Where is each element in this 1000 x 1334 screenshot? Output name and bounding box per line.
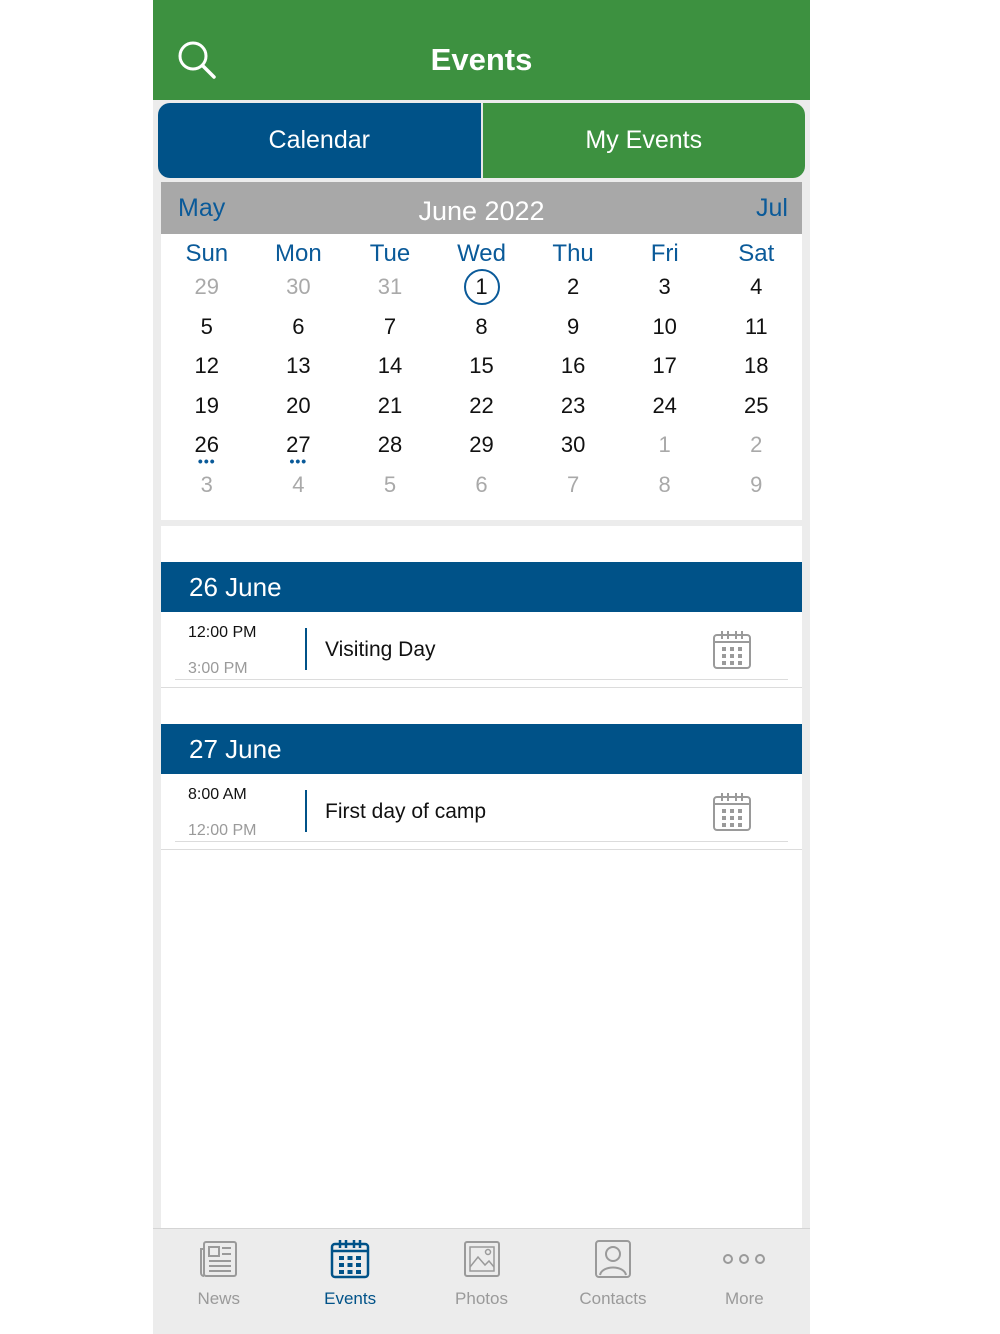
segmented-control — [158, 103, 805, 178]
calendar-day[interactable]: 3 — [200, 471, 213, 497]
calendar-day[interactable]: 28 — [377, 432, 403, 458]
calendar-day-has-events[interactable]: 27 ••• — [253, 426, 345, 466]
calendar-day[interactable]: 22 — [469, 392, 494, 418]
calendar-day[interactable]: 13 — [286, 353, 311, 379]
app-header — [153, 0, 810, 100]
calendar-day[interactable]: 9 — [750, 471, 763, 497]
next-month-button[interactable]: Jul — [756, 194, 788, 222]
event-indicator-dots: ••• — [289, 453, 308, 470]
calendar-day[interactable]: 30 — [560, 432, 586, 458]
event-day-header: 26 June — [161, 562, 802, 612]
calendar-day-has-events[interactable]: 26 ••• — [161, 426, 253, 466]
calendar-week — [161, 308, 802, 348]
calendar-day[interactable]: 18 — [744, 353, 769, 379]
calendar-icon — [330, 1239, 370, 1279]
calendar-day[interactable]: 3 — [658, 274, 671, 299]
calendar-day[interactable]: 7 — [566, 471, 580, 497]
month-navigation — [161, 182, 802, 234]
calendar-day[interactable]: 1 — [658, 432, 671, 458]
event-end-time: 3:00 PM — [188, 660, 248, 677]
calendar-day[interactable]: 15 — [469, 353, 494, 379]
calendar-day[interactable]: 9 — [566, 313, 580, 339]
page-title: Events — [430, 42, 533, 77]
newspaper-icon — [199, 1239, 239, 1279]
calendar-day[interactable]: 29 — [469, 432, 494, 458]
event-title: Visiting Day — [325, 638, 436, 661]
more-dots-icon — [720, 1239, 768, 1279]
calendar-day[interactable]: 16 — [560, 353, 586, 379]
tab-events[interactable] — [284, 1229, 415, 1334]
calendar-day[interactable]: 2 — [566, 274, 580, 299]
events-content — [161, 182, 802, 1229]
tab-contacts[interactable] — [547, 1229, 678, 1334]
calendar-day[interactable]: 2 — [750, 432, 763, 458]
tab-more[interactable] — [679, 1229, 810, 1334]
calendar-day[interactable]: 30 — [286, 274, 311, 299]
phone-screen — [153, 0, 810, 1334]
calendar-day[interactable]: 21 — [377, 392, 403, 418]
calendar-day[interactable]: 4 — [292, 471, 305, 497]
calendar-week — [161, 426, 802, 470]
weekday-label: Tue — [369, 240, 411, 267]
calendar-day[interactable]: 10 — [652, 313, 677, 339]
section-separator — [161, 849, 802, 850]
row-separator — [175, 679, 788, 680]
event-start-time: 8:00 AM — [188, 786, 247, 803]
calendar-week — [161, 387, 802, 427]
calendar-day[interactable]: 6 — [292, 313, 305, 339]
current-month-label: June 2022 — [418, 196, 545, 226]
weekday-label: Thu — [552, 240, 594, 267]
tab-label: News — [197, 1289, 240, 1308]
event-divider — [305, 790, 307, 832]
calendar-day[interactable]: 5 — [383, 471, 397, 497]
calendar-day[interactable]: 6 — [475, 471, 488, 497]
tab-calendar[interactable]: Calendar — [158, 103, 483, 178]
calendar-day[interactable]: 11 — [744, 313, 768, 339]
calendar-grid — [161, 268, 802, 506]
contacts-icon — [593, 1239, 633, 1279]
tab-label: More — [724, 1289, 764, 1308]
calendar-day[interactable]: 24 — [652, 392, 677, 418]
event-row[interactable] — [161, 774, 802, 842]
calendar-day[interactable]: 14 — [377, 353, 403, 379]
add-to-calendar-icon[interactable] — [712, 630, 752, 670]
calendar-day[interactable]: 29 — [194, 274, 220, 299]
calendar-week — [161, 347, 802, 387]
calendar-week — [161, 466, 802, 506]
event-end-time: 12:00 PM — [188, 822, 257, 839]
event-divider — [305, 628, 307, 670]
weekday-label: Mon — [275, 240, 322, 267]
bottom-tab-bar — [153, 1228, 810, 1334]
calendar-divider — [161, 520, 802, 526]
calendar-day[interactable]: 19 — [194, 392, 220, 418]
event-row[interactable] — [161, 612, 802, 680]
event-start-time: 12:00 PM — [188, 624, 257, 641]
tab-label: Photos — [455, 1289, 508, 1308]
weekday-label: Sat — [738, 240, 775, 267]
row-separator — [175, 841, 788, 842]
calendar-day[interactable]: 17 — [652, 353, 677, 379]
tab-label: Events — [324, 1289, 377, 1308]
weekday-label: Fri — [650, 240, 679, 267]
calendar-day[interactable]: 20 — [286, 392, 311, 418]
event-indicator-dots: ••• — [197, 453, 216, 470]
weekday-label: Sun — [185, 240, 229, 267]
calendar-day[interactable]: 31 — [377, 274, 403, 299]
calendar-week — [161, 268, 802, 308]
tab-photos[interactable] — [416, 1229, 547, 1334]
weekday-label: Wed — [457, 240, 506, 267]
tab-my-events[interactable]: My Events — [483, 103, 806, 178]
add-to-calendar-icon[interactable] — [712, 792, 752, 832]
event-day-header: 27 June — [161, 724, 802, 774]
event-title: First day of camp — [325, 800, 487, 823]
calendar-day[interactable]: 7 — [383, 313, 397, 339]
calendar-day[interactable]: 8 — [475, 313, 488, 339]
section-separator — [161, 687, 802, 688]
tab-label: Contacts — [579, 1289, 647, 1308]
calendar-day[interactable]: 4 — [750, 274, 763, 299]
calendar-day[interactable]: 8 — [658, 471, 671, 497]
calendar-day[interactable]: 23 — [560, 392, 586, 418]
calendar-day[interactable]: 12 — [194, 353, 220, 379]
calendar-day[interactable]: 5 — [200, 313, 213, 339]
prev-month-button[interactable]: May — [178, 194, 226, 222]
calendar-day[interactable]: 25 — [744, 392, 769, 418]
photo-icon — [462, 1239, 502, 1279]
calendar-day-today[interactable]: 1 — [436, 268, 528, 308]
tab-news[interactable] — [153, 1229, 284, 1334]
